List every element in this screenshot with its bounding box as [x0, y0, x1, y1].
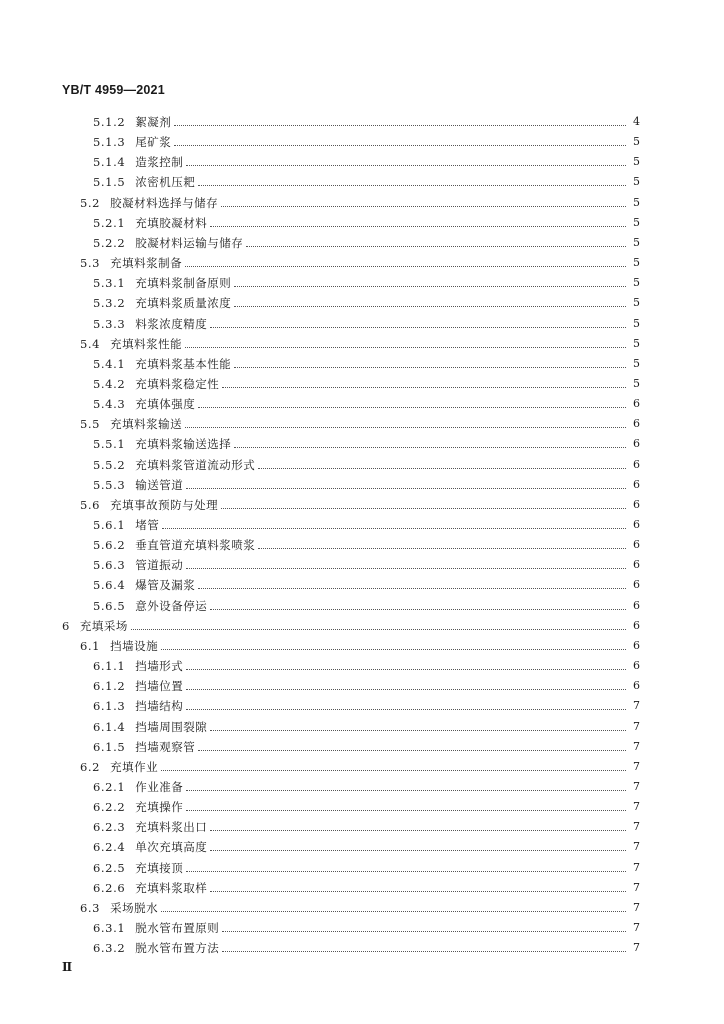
toc-entry[interactable]	[93, 797, 640, 817]
toc-entry-number: 5.5.1	[93, 437, 126, 452]
toc-entry-title: 采场脱水	[110, 900, 159, 915]
toc-entry-number: 5.6.4	[93, 578, 126, 593]
dot-leader	[185, 347, 626, 348]
toc-entry-title: 充填作业	[110, 759, 159, 774]
toc-entry-page: 6	[633, 598, 640, 612]
toc-entry-number: 6.1.5	[93, 739, 126, 754]
dot-leader	[186, 568, 626, 569]
dot-leader	[186, 689, 626, 690]
toc-entry-number: 6.3.2	[93, 941, 126, 956]
toc-entry[interactable]	[93, 515, 640, 535]
toc-entry-page: 5	[633, 195, 640, 209]
toc-entry-number: 5.3.1	[93, 276, 126, 291]
toc-entry-number: 6.1	[80, 638, 101, 653]
toc-entry-page: 7	[633, 860, 640, 874]
toc-entry-title: 充填采场	[79, 618, 128, 633]
toc-entry[interactable]	[80, 757, 640, 777]
toc-entry-page: 5	[633, 135, 640, 149]
toc-entry-number: 6.2	[80, 759, 101, 774]
dot-leader	[186, 790, 626, 791]
toc-entry-page: 5	[633, 215, 640, 229]
toc-entry-title: 胶凝材料运输与储存	[135, 235, 244, 250]
toc-entry-page: 6	[633, 538, 640, 552]
dot-leader	[210, 226, 626, 227]
toc-entry-number: 6.1.2	[93, 679, 126, 694]
toc-entry[interactable]	[80, 414, 640, 434]
toc-entry[interactable]	[80, 495, 640, 515]
toc-entry-title: 充填料浆管道流动形式	[135, 457, 256, 472]
toc-entry[interactable]	[93, 293, 640, 313]
toc-entry[interactable]	[93, 676, 640, 696]
toc-entry-number: 5.5.2	[93, 457, 126, 472]
toc-entry[interactable]	[93, 858, 640, 878]
toc-entry-number: 5.1.3	[93, 135, 126, 150]
toc-entry-page: 5	[633, 316, 640, 330]
toc-entry-number: 6.2.3	[93, 820, 126, 835]
toc-entry-page: 5	[633, 296, 640, 310]
dot-leader	[185, 427, 626, 428]
toc-entry-page: 6	[633, 578, 640, 592]
toc-entry-number: 6.2.4	[93, 840, 126, 855]
toc-entry[interactable]	[80, 193, 640, 213]
toc-entry[interactable]	[93, 575, 640, 595]
toc-entry-title: 浓密机压耙	[135, 175, 196, 190]
toc-entry-title: 挡墙形式	[135, 659, 184, 674]
dot-leader	[161, 770, 626, 771]
toc-entry[interactable]	[93, 696, 640, 716]
toc-entry-title: 充填事故预防与处理	[110, 497, 219, 512]
toc-entry-title: 爆管及漏浆	[135, 578, 196, 593]
toc-entry-title: 管道振动	[135, 558, 184, 573]
toc-entry-title: 输送管道	[135, 477, 184, 492]
toc-entry-number: 5.2	[80, 195, 101, 210]
toc-entry-number: 5.6	[80, 497, 101, 512]
dot-leader	[210, 830, 626, 831]
toc-entry[interactable]	[93, 455, 640, 475]
dot-leader	[222, 387, 626, 388]
toc-entry[interactable]	[93, 535, 640, 555]
toc-entry-page: 6	[633, 417, 640, 431]
toc-entry-title: 脱水管布置原则	[135, 921, 220, 935]
toc-entry-title: 作业准备	[135, 779, 184, 794]
dot-leader	[210, 609, 626, 610]
toc-entry-title: 充填料浆出口	[135, 820, 208, 835]
toc-entry-title: 充填料浆输送	[110, 417, 183, 432]
dot-leader	[174, 145, 626, 146]
toc-entry-page: 5	[633, 276, 640, 290]
toc-entry-title: 尾矿浆	[135, 135, 172, 150]
toc-entry[interactable]	[93, 132, 640, 152]
toc-entry-page: 6	[633, 618, 640, 632]
toc-entry[interactable]	[93, 314, 640, 334]
toc-entry[interactable]	[80, 636, 640, 656]
dot-leader	[258, 468, 626, 469]
toc-entry-title: 充填料浆制备	[110, 256, 183, 271]
toc-entry[interactable]	[93, 938, 640, 958]
toc-entry-number: 6.3.1	[93, 921, 126, 935]
toc-entry[interactable]	[93, 817, 640, 837]
toc-entry-title: 充填胶凝材料	[135, 215, 208, 230]
toc-entry-number: 6.2.2	[93, 800, 126, 815]
dot-leader	[222, 951, 626, 952]
toc-entry-page: 6	[633, 437, 640, 451]
toc-entry-page: 7	[633, 759, 640, 773]
dot-leader	[186, 165, 626, 166]
dot-leader	[198, 588, 626, 589]
toc-entry-number: 5.1.5	[93, 175, 126, 190]
toc-entry-title: 絮凝剂	[135, 115, 172, 129]
dot-leader	[186, 709, 626, 710]
toc-entry-number: 6.2.1	[93, 779, 126, 794]
toc-entry[interactable]	[93, 596, 640, 616]
toc-entry-number: 5.2.2	[93, 235, 126, 250]
toc-entry-page: 7	[633, 719, 640, 733]
toc-entry-page: 5	[633, 336, 640, 350]
toc-entry-title: 挡墙位置	[135, 679, 184, 694]
toc-entry-number: 5.4	[80, 336, 101, 351]
dot-leader	[210, 850, 626, 851]
toc-entry[interactable]	[93, 475, 640, 495]
toc-entry-page: 6	[633, 518, 640, 531]
dot-leader	[161, 649, 626, 650]
toc-entry-page: 4	[633, 115, 640, 128]
toc-entry-title: 充填料浆基本性能	[135, 356, 232, 371]
toc-entry[interactable]	[93, 837, 640, 857]
dot-leader	[161, 911, 626, 912]
toc-entry[interactable]	[93, 878, 640, 898]
toc-entry-page: 6	[633, 679, 640, 693]
dot-leader	[210, 730, 626, 731]
toc-entry[interactable]	[62, 616, 640, 636]
toc-entry-number: 6.1.1	[93, 659, 126, 674]
toc-entry[interactable]	[93, 918, 640, 938]
dot-leader	[234, 367, 626, 368]
dot-leader	[221, 508, 626, 509]
toc-entry-number: 5.4.2	[93, 376, 126, 391]
toc-entry-title: 堵管	[135, 518, 160, 532]
dot-leader	[198, 750, 626, 751]
toc-entry-page: 7	[633, 699, 640, 713]
toc-entry-page: 5	[633, 356, 640, 370]
dot-leader	[162, 528, 626, 529]
toc-entry[interactable]	[93, 233, 640, 253]
toc-entry[interactable]	[93, 434, 640, 454]
toc-entry[interactable]	[93, 112, 640, 132]
toc-entry[interactable]	[93, 777, 640, 797]
toc-entry[interactable]	[93, 213, 640, 233]
dot-leader	[258, 548, 626, 549]
toc-entry-title: 料浆浓度精度	[135, 316, 208, 331]
toc-entry-page: 7	[633, 739, 640, 753]
dot-leader	[131, 629, 626, 630]
toc-entry[interactable]	[93, 152, 640, 172]
toc-entry[interactable]	[80, 253, 640, 273]
toc-entry-title: 充填料浆性能	[110, 336, 183, 351]
toc-entry-number: 5.4.3	[93, 397, 126, 412]
toc-entry-title: 挡墙周围裂隙	[135, 719, 208, 734]
toc-entry-title: 充填体强度	[135, 397, 196, 412]
dot-leader	[234, 286, 626, 287]
toc-entry-number: 5.6.2	[93, 538, 126, 553]
dot-leader	[198, 407, 626, 408]
toc-entry[interactable]	[93, 374, 640, 394]
toc-entry-page: 7	[633, 840, 640, 854]
toc-entry-page: 5	[633, 235, 640, 249]
toc-entry-number: 5.5	[80, 417, 101, 432]
toc-entry-title: 胶凝材料选择与储存	[110, 195, 219, 210]
toc-entry[interactable]	[93, 273, 640, 293]
toc-entry-title: 充填料浆输送选择	[135, 437, 232, 452]
toc-entry[interactable]	[93, 555, 640, 575]
toc-entry-page: 6	[633, 497, 640, 511]
toc-entry-number: 6.2.6	[93, 880, 126, 895]
toc-entry-title: 充填接顶	[135, 860, 184, 875]
dot-leader	[185, 266, 626, 267]
toc-entry-page: 6	[633, 638, 640, 652]
toc-entry-title: 充填料浆取样	[135, 880, 208, 895]
toc-entry-number: 5.6.5	[93, 598, 126, 613]
toc-entry[interactable]	[93, 737, 640, 757]
toc-entry-title: 单次充填高度	[135, 840, 208, 855]
toc-entry[interactable]	[93, 717, 640, 737]
dot-leader	[198, 185, 626, 186]
toc-entry-page: 6	[633, 457, 640, 471]
toc-entry-page: 7	[633, 880, 640, 894]
toc-entry-page: 5	[633, 175, 640, 189]
toc-entry-number: 5.4.1	[93, 356, 126, 371]
toc-entry-title: 造浆控制	[135, 155, 184, 170]
dot-leader	[186, 871, 626, 872]
toc-entry-number: 5.1.2	[93, 115, 126, 129]
toc-entry-number: 5.6.1	[93, 518, 126, 532]
toc-entry-number: 6.2.5	[93, 860, 126, 875]
toc-entry-page: 6	[633, 659, 640, 673]
toc-entry-title: 意外设备停运	[135, 598, 208, 613]
toc-entry-page: 6	[633, 397, 640, 411]
toc-entry[interactable]	[93, 394, 640, 414]
toc-entry-page: 7	[633, 921, 640, 934]
toc-entry-number: 6	[62, 618, 70, 633]
dot-leader	[234, 306, 626, 307]
toc-entry-page: 7	[633, 941, 640, 955]
dot-leader	[210, 327, 626, 328]
toc-entry-number: 5.5.3	[93, 477, 126, 492]
toc-entry[interactable]	[93, 656, 640, 676]
toc-entry-number: 5.3	[80, 256, 101, 271]
dot-leader	[186, 669, 626, 670]
toc-entry-number: 6.1.4	[93, 719, 126, 734]
toc-entry-page: 7	[633, 900, 640, 914]
toc-entry-page: 7	[633, 800, 640, 814]
toc-entry-title: 垂直管道充填料浆喷浆	[135, 538, 256, 553]
toc-entry-title: 充填操作	[135, 800, 184, 815]
toc-entry-page: 6	[633, 477, 640, 491]
dot-leader	[186, 810, 626, 811]
toc-entry-page: 6	[633, 558, 640, 572]
toc-entry[interactable]	[93, 354, 640, 374]
dot-leader	[221, 206, 626, 207]
dot-leader	[174, 125, 626, 126]
toc-entry[interactable]	[93, 172, 640, 192]
toc-entry-title: 挡墙设施	[110, 638, 159, 653]
toc-entry-title: 挡墙结构	[135, 699, 184, 714]
toc-entry-number: 6.1.3	[93, 699, 126, 714]
toc-entry-number: 5.3.3	[93, 316, 126, 331]
dot-leader	[186, 488, 626, 489]
toc-entry[interactable]	[80, 898, 640, 918]
dot-leader	[222, 931, 626, 932]
toc-entry-number: 6.3	[80, 900, 101, 915]
toc-entry-title: 充填料浆制备原则	[135, 276, 232, 291]
toc-entry[interactable]	[80, 334, 640, 354]
toc-entry-number: 5.3.2	[93, 296, 126, 311]
dot-leader	[246, 246, 626, 247]
page-number-roman: Ⅱ	[62, 960, 73, 974]
toc-entry-page: 7	[633, 820, 640, 834]
document-code: YB/T 4959—2021	[62, 83, 165, 97]
toc-entry-page: 5	[633, 155, 640, 169]
dot-leader	[234, 447, 626, 448]
toc-entry-page: 5	[633, 256, 640, 270]
toc-entry-number: 5.6.3	[93, 558, 126, 573]
toc-entry-number: 5.1.4	[93, 155, 126, 170]
toc-entry-title: 充填料浆质量浓度	[135, 296, 232, 311]
toc-entry-page: 5	[633, 376, 640, 390]
dot-leader	[210, 891, 626, 892]
toc-entry-number: 5.2.1	[93, 215, 126, 230]
toc-entry-title: 充填料浆稳定性	[135, 376, 220, 391]
toc-entry-page: 7	[633, 779, 640, 793]
toc-entry-title: 挡墙观察管	[135, 739, 196, 754]
toc-entry-title: 脱水管布置方法	[135, 941, 220, 956]
